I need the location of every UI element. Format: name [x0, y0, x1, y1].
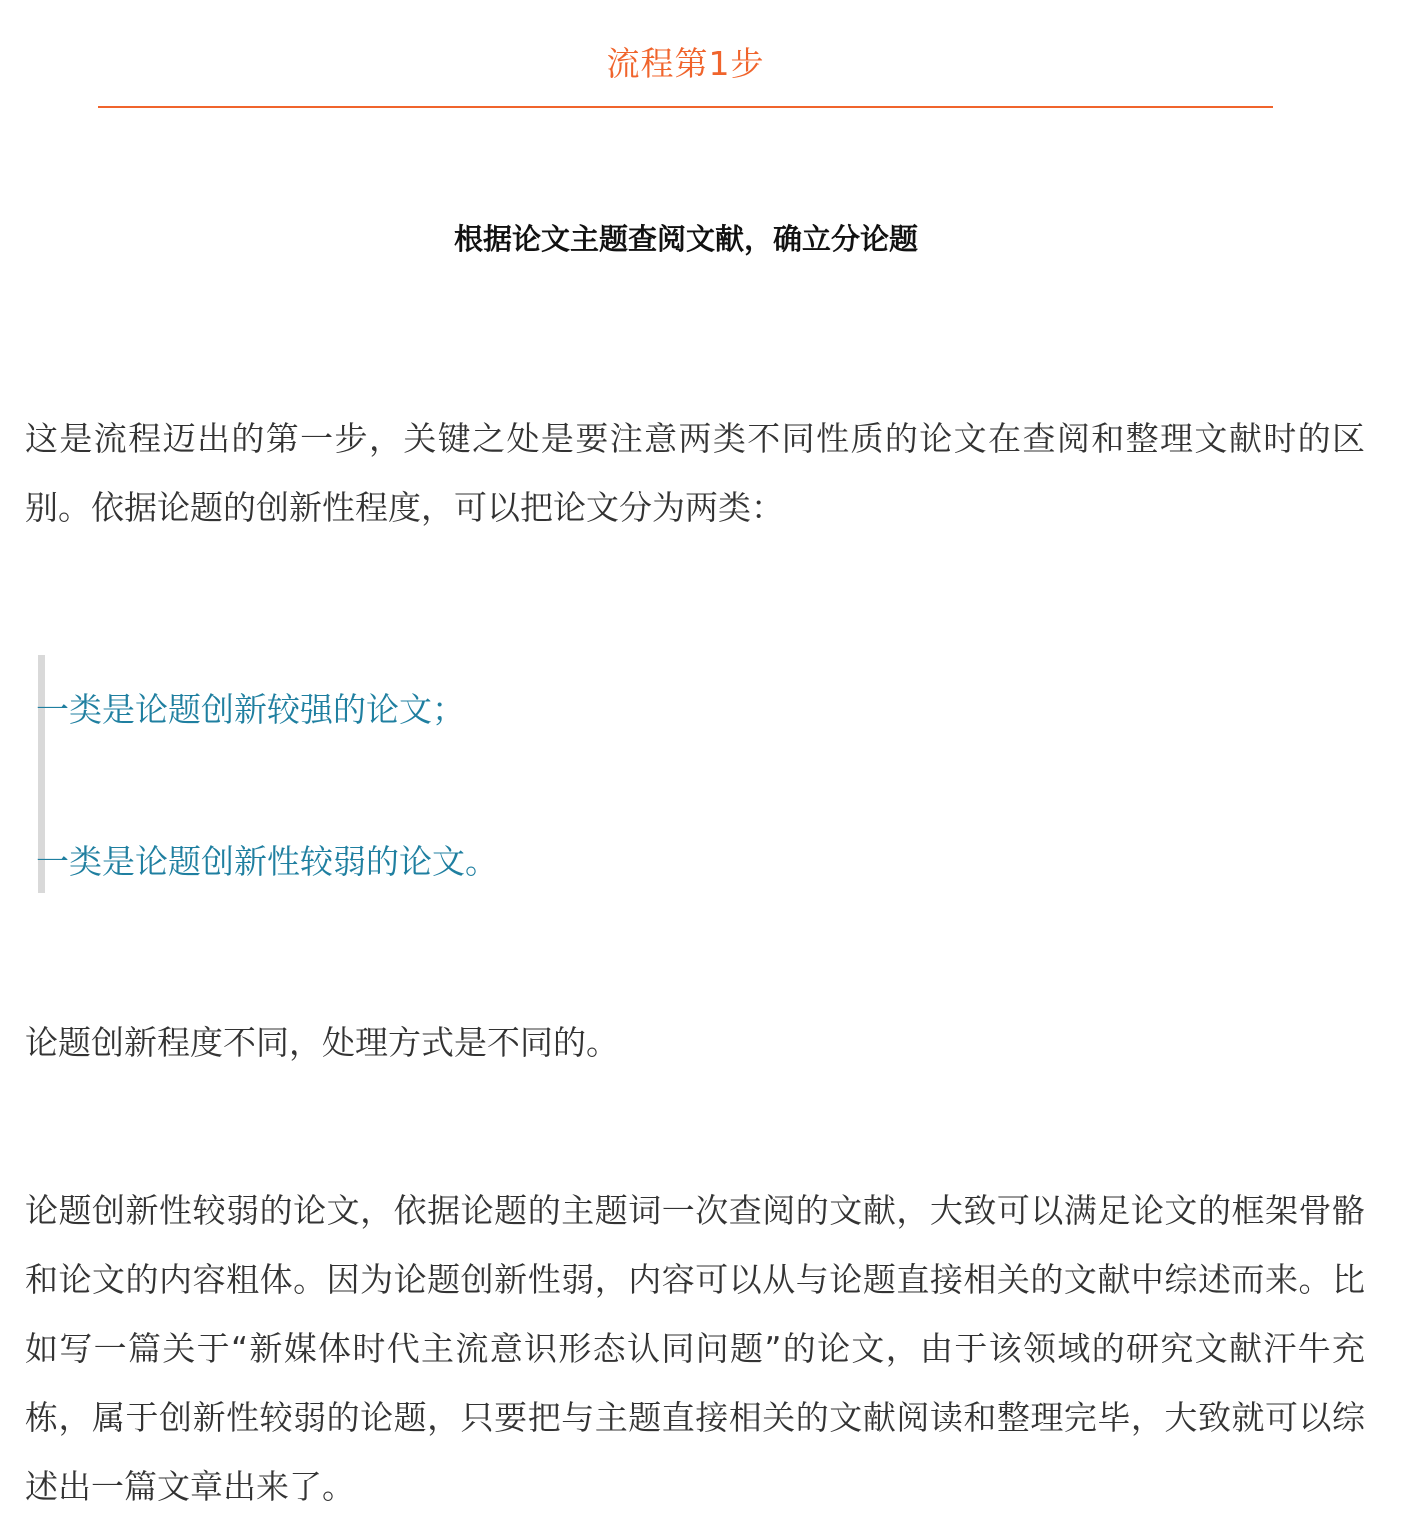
- section-subtitle: 根据论文主题查阅文献，确立分论题: [453, 222, 918, 256]
- paragraph-weak-innovation: 论题创新性较弱的论文，依据论题的主题词一次查阅的文献，大致可以满足论文的框架骨骼和论文的内容粗体。因为论题创新性弱，内容可以从与论题直接相关的文献中综述而来。比如写一篇关于“新媒体时代主流意识形态认同问题”的论文，由于该领域的研究文献汗牛充栋，属于创新性较弱的论题，只要把与主题直接相关的文献阅读和整理完毕，大致就可以综述出一篇文章出来了。: [25, 1191, 1365, 1506]
- paragraph-handling: 论题创新程度不同，处理方式是不同的。: [25, 1023, 619, 1062]
- quote-item-strong-innovation: 一类是论题创新较强的论文；: [36, 690, 465, 729]
- section-divider: [98, 106, 1273, 108]
- quote-item-weak-innovation: 一类是论题创新性较弱的论文。: [36, 842, 498, 881]
- section-title: 流程第1步: [606, 44, 765, 83]
- intro-paragraph: 这是流程迈出的第一步，关键之处是要注意两类不同性质的论文在查阅和整理文献时的区别。依据论题的创新性程度，可以把论文分为两类：: [25, 419, 1365, 527]
- section-header: [98, 0, 1273, 110]
